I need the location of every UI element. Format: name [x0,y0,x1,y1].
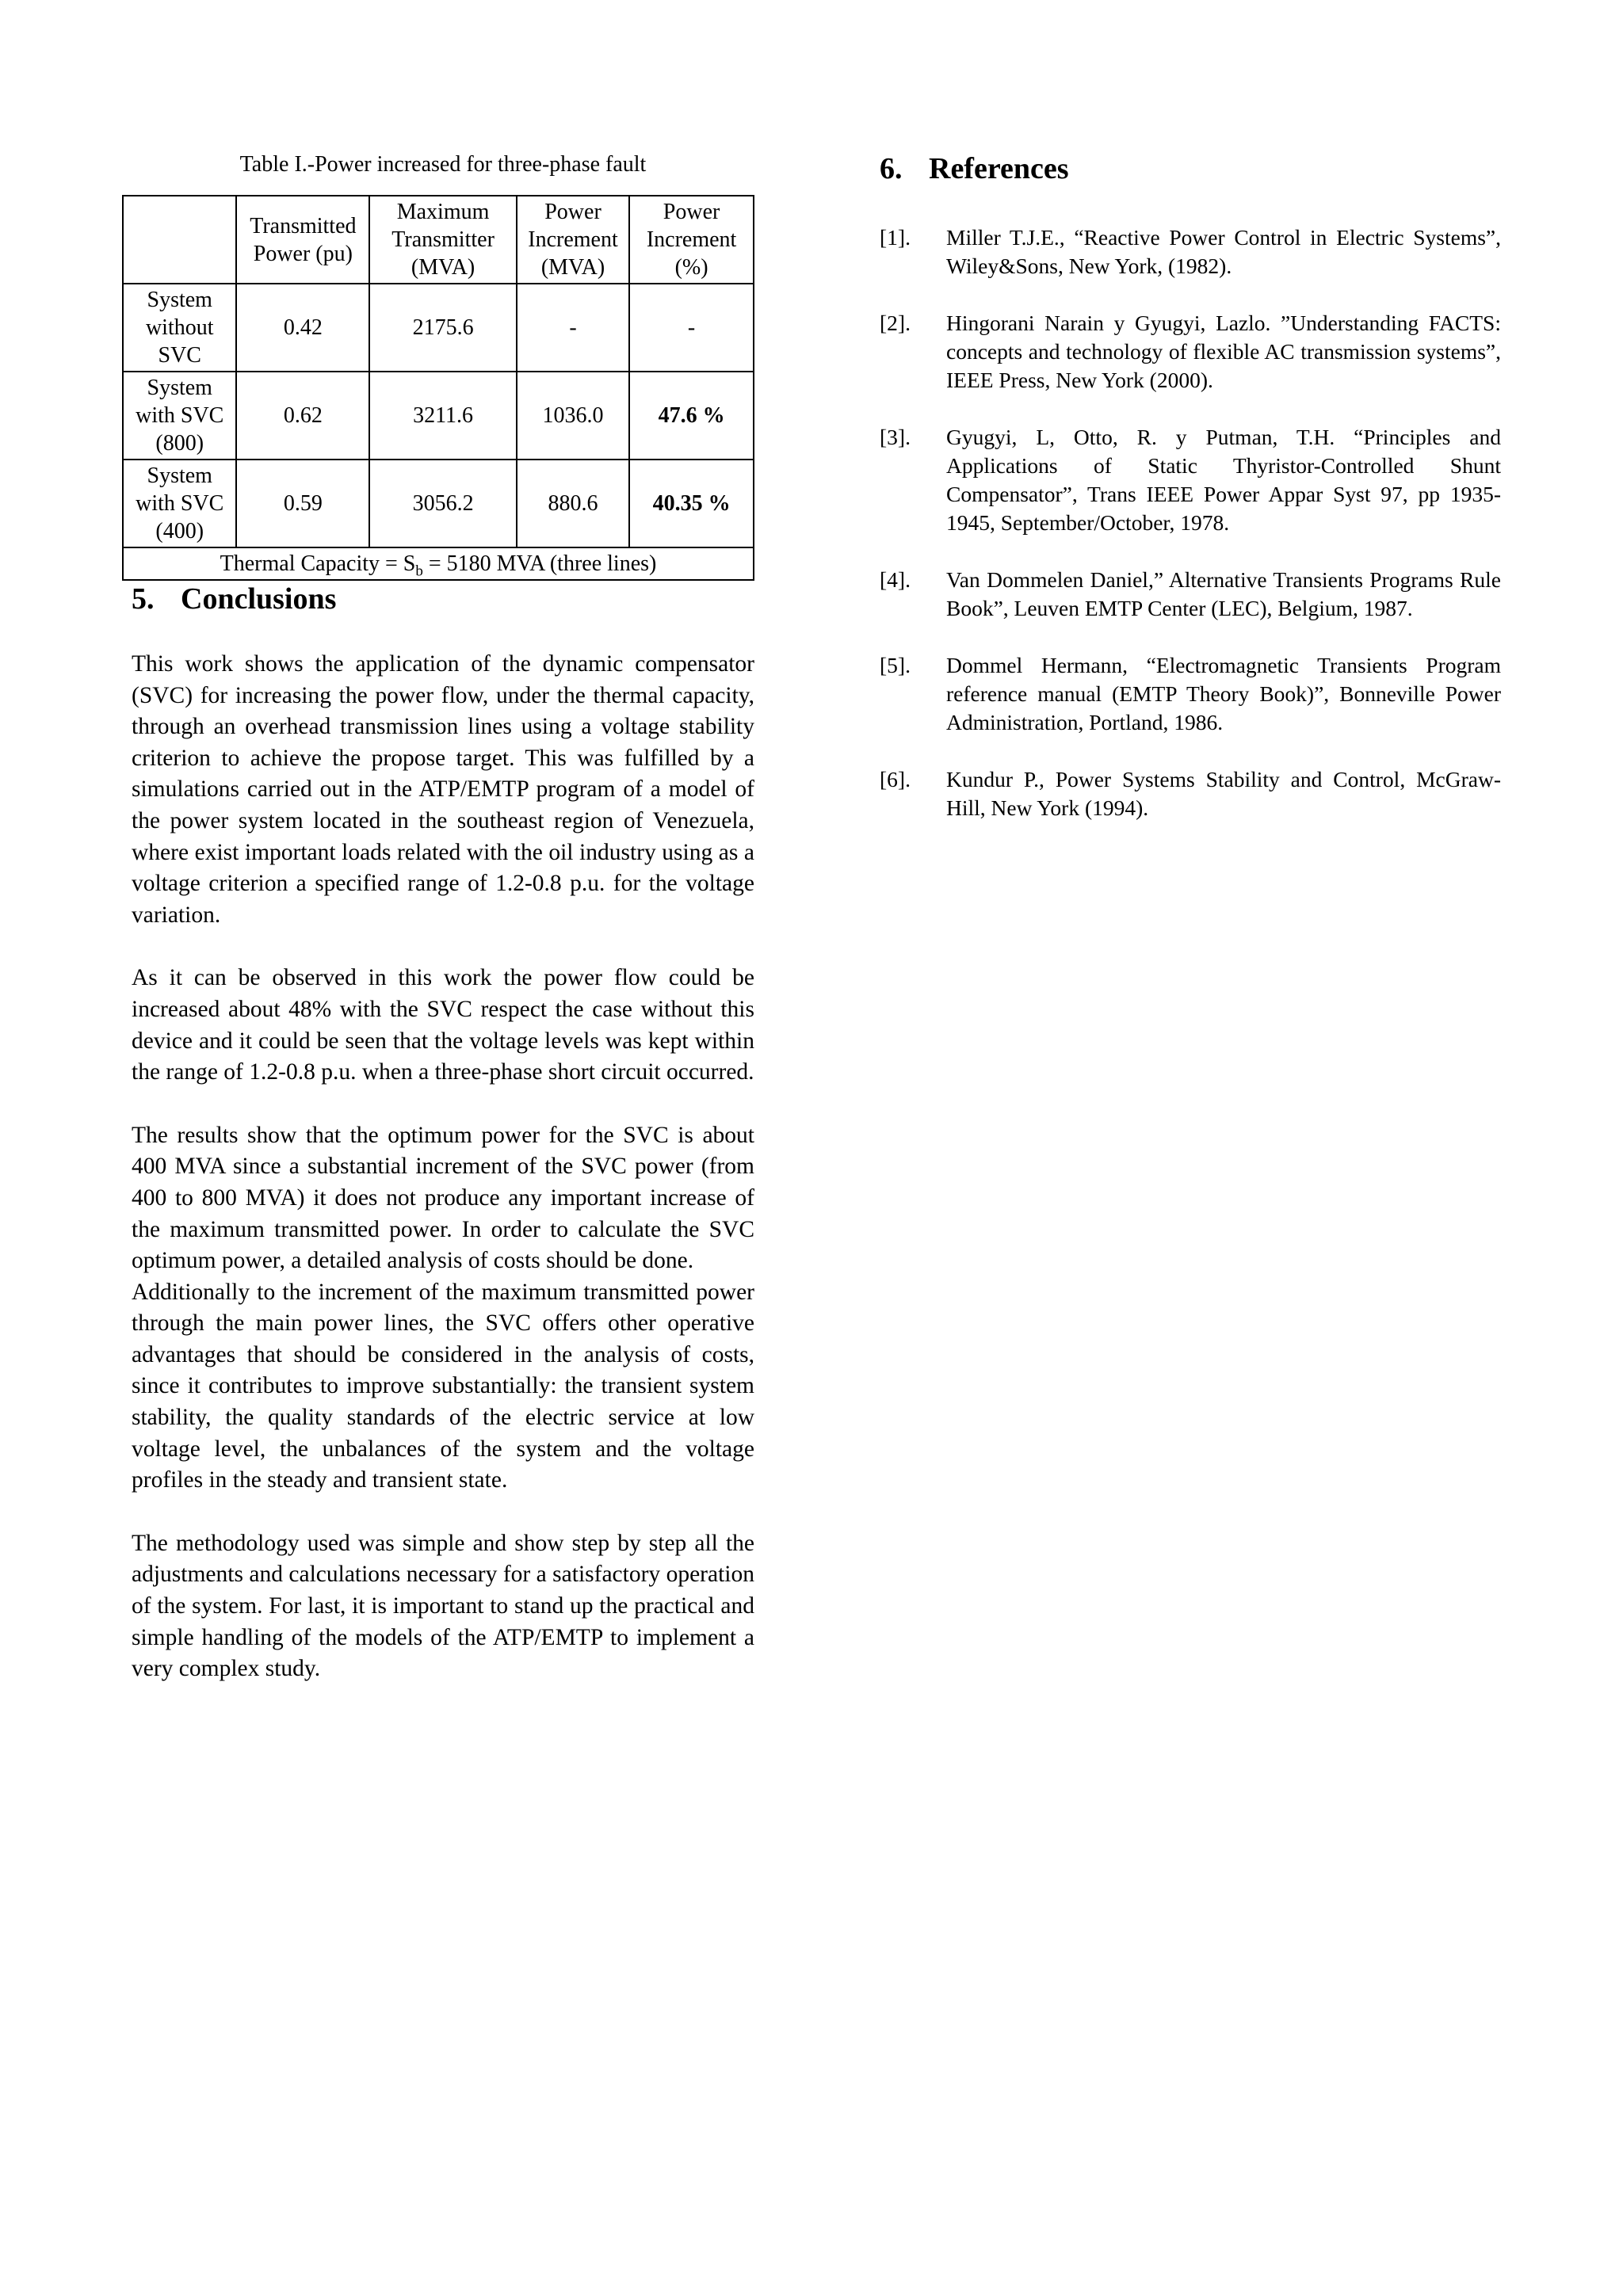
reference-item [880,223,1501,280]
reference-label: [3]. [880,425,911,449]
reference-item [880,309,1501,395]
reference-item [880,651,1501,737]
table-cell: System with SVC (800) [123,372,236,460]
reference-label: [4]. [880,567,911,592]
table-cell: 3056.2 [369,460,517,547]
conclusions-paragraph: The results show that the optimum power for the SVC is about 400 MVA since a substantial increment of the SVC power (from 400 to 800 MVA) it does not produce any important increase of the maximum transmitted power. In order to calculate the SVC optimum power, a detailed analysis of costs should be done. [132,1122,754,1274]
table-cell: - [517,284,629,372]
table-cell: 47.6 % [629,372,754,460]
references-heading [880,151,1501,187]
thermal-capacity-cell [123,547,754,580]
table-header-cell: Maximum Transmitter (MVA) [369,196,517,284]
table-row [123,372,754,460]
table-cell: System with SVC (400) [123,460,236,547]
reference-item [880,423,1501,537]
table-cell: 1036.0 [517,372,629,460]
table-cell: 880.6 [517,460,629,547]
section-title: References [929,152,1069,185]
table-cell: 2175.6 [369,284,517,372]
thermal-capacity-suffix: = 5180 MVA (three lines) [422,551,657,576]
reference-item [880,765,1501,822]
reference-item [880,566,1501,623]
table-row [123,284,754,372]
table-cell: 0.42 [236,284,369,372]
section-title: Conclusions [181,582,337,616]
table-cell: - [629,284,754,372]
table-header-cell: Power Increment (%) [629,196,754,284]
table-caption: Table I.-Power increased for three-phase fault [239,152,647,177]
section-number: 5. [132,582,155,616]
conclusions-heading [132,581,754,617]
conclusions-paragraph: Additionally to the increment of the maximum transmitted power through the main power lines, the SVC offers other operative advantages that should be considered in the analysis of costs, since it contributes to improve substantially: the transient system stability, the quality standards of the electric service at low voltage level, the unbalances of the system and the voltage profiles in the steady and transient state. [132,1279,754,1493]
reference-label: [5]. [880,653,911,677]
conclusions-paragraph: This work shows the application of the dynamic compensator (SVC) for increasing the power flow, under the thermal capacity, through an overhead transmission lines using a voltage stability criterion to achieve the propose target. This was fulfilled by a simulations carried out in the ATP/EMTP program of a model of the power system located in the southeast region of Venezuela, where exist important loads related with the oil industry using as a voltage criterion a specified range of 1.2-0.8 p.u. for the voltage variation. [132,651,754,928]
reference-label: [6]. [880,767,911,791]
table-cell: System without SVC [123,284,236,372]
conclusions-paragraph: The methodology used was simple and show step by step all the adjustments and calculations necessary for a satisfactory operation of the system. For last, it is important to stand up the practical and simple handling of the models of the ATP/EMTP to implement a very complex study. [132,1530,754,1682]
power-table [122,195,754,581]
table-cell: 0.62 [236,372,369,460]
reference-text: Kundur P., Power Systems Stability and Control, McGraw-Hill, New York (1994). [946,767,1501,820]
reference-label: [1]. [880,225,911,250]
conclusions-paragraph: As it can be observed in this work the power flow could be increased about 48% with the SVC respect the case without this device and it could be seen that the voltage levels was kept within the range of 1.2-0.8 p.u. when a three-phase short circuit occurred. [132,965,754,1085]
table-row [123,460,754,547]
reference-label: [2]. [880,311,911,335]
thermal-capacity-subscript: b [415,563,423,580]
references-list [880,223,1501,822]
table-cell: 3211.6 [369,372,517,460]
reference-text: Van Dommelen Daniel,” Alternative Transients Programs Rule Book”, Leuven EMTP Center (LEC), Belgium, 1987. [946,567,1501,620]
reference-text: Dommel Hermann, “Electromagnetic Transients Program reference manual (EMTP Theory Book)”, Bonneville Power Administration, Portland, 1986. [946,653,1501,734]
right-column [880,151,1501,851]
reference-text: Hingorani Narain y Gyugyi, Lazlo. ”Understanding FACTS: concepts and technology of flexible AC transmission systems”, IEEE Press, New York (2000). [946,311,1501,392]
table-header-row [123,196,754,284]
reference-text: Miller T.J.E., “Reactive Power Control in Electric Systems”, Wiley&Sons, New York, (1982). [946,225,1501,278]
left-column [132,151,754,1685]
section-number: 6. [880,152,903,185]
table-header-cell: Power Increment (MVA) [517,196,629,284]
table-cell: 40.35 % [629,460,754,547]
reference-text: Gyugyi, L, Otto, R. y Putman, T.H. “Principles and Applications of Static Thyristor-Controlled Shunt Compensator”, Trans IEEE Power Appar Syst 97, pp 1935-1945, September/October, 1978. [946,425,1501,535]
table-footer-row [123,547,754,580]
table-cell: 0.59 [236,460,369,547]
table-header-cell [123,196,236,284]
table-header-cell: Transmitted Power (pu) [236,196,369,284]
thermal-capacity-prefix: Thermal Capacity = S [220,551,416,576]
